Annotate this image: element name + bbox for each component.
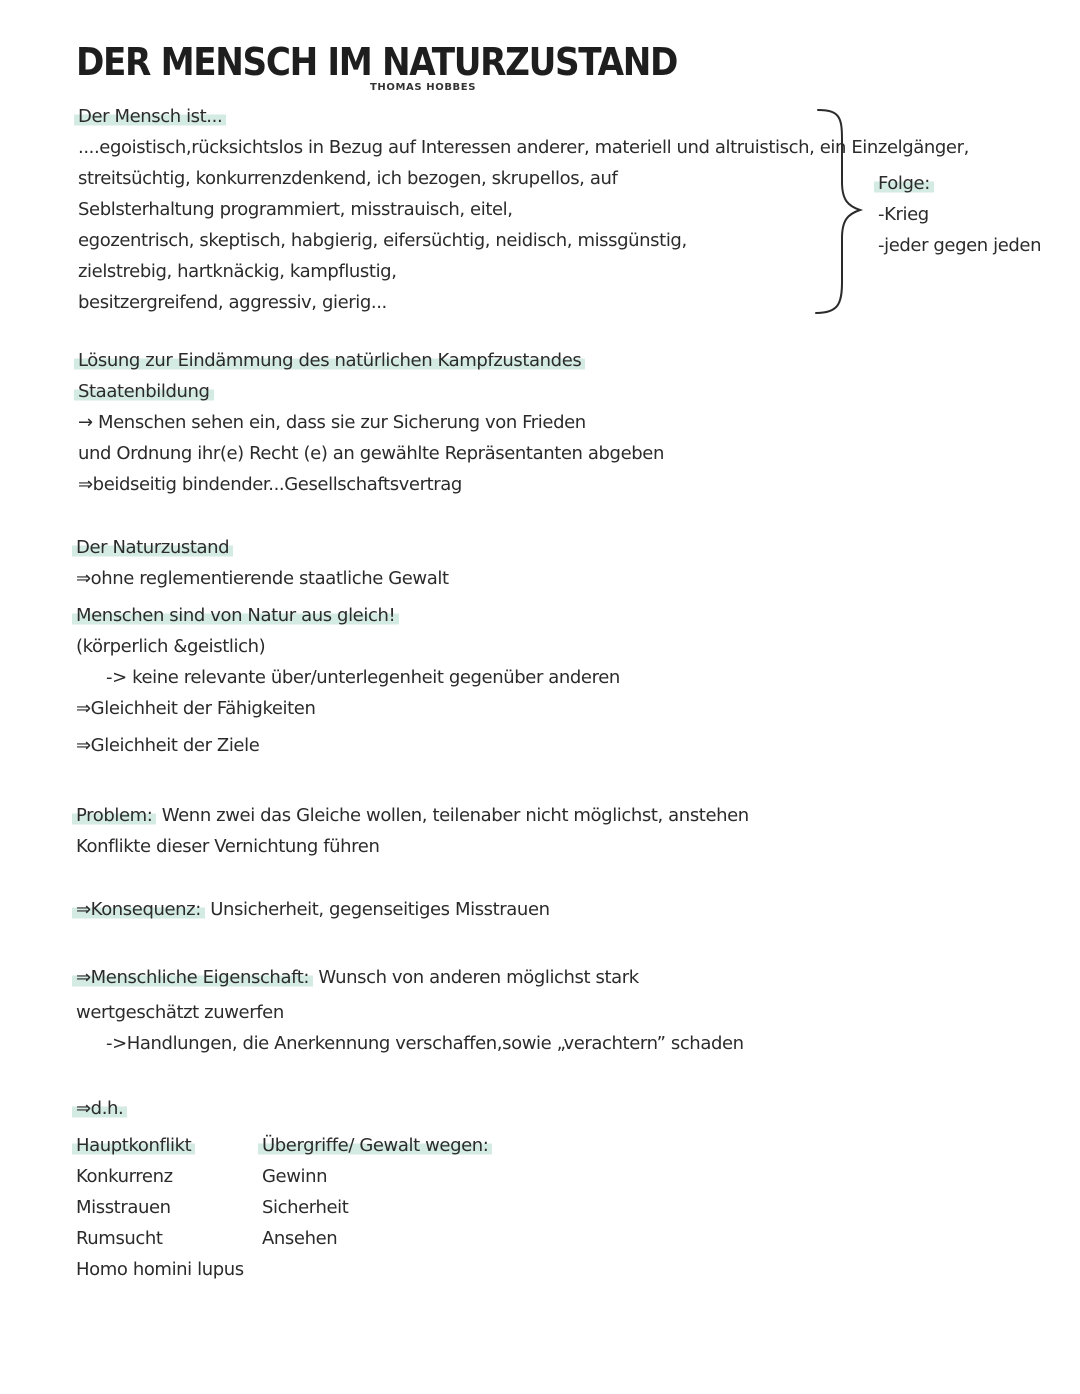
text-line: -> keine relevante über/unterlegenheit gegenüber anderen bbox=[106, 667, 620, 688]
list-item: Konkurrenz bbox=[76, 1166, 173, 1187]
consequence-text: Unsicherheit, gegenseitiges Misstrauen bbox=[204, 899, 550, 920]
section-heading: Der Mensch ist... bbox=[74, 106, 226, 127]
section-heading: Der Naturzustand bbox=[72, 537, 233, 558]
text-line: Konflikte dieser Vernichtung führen bbox=[76, 836, 380, 857]
consequence-label: Folge: bbox=[874, 173, 934, 194]
consequence-heading: ⇒Konsequenz: bbox=[72, 899, 205, 920]
page-title: DER MENSCH IM NATURZUSTAND bbox=[76, 40, 678, 84]
text-line: egozentrisch, skeptisch, habgierig, eifersüchtig, neidisch, missgünstig, bbox=[78, 230, 687, 251]
list-item: Ansehen bbox=[262, 1228, 338, 1249]
consequence-item: -jeder gegen jeden bbox=[878, 235, 1042, 256]
equality-statement: Menschen sind von Natur aus gleich! bbox=[72, 605, 399, 626]
text-line: ->Handlungen, die Anerkennung verschaffen,sowie „verachtern” schaden bbox=[106, 1033, 744, 1054]
consequence-box bbox=[878, 168, 1041, 261]
section-problem bbox=[76, 800, 749, 862]
list-item: Sicherheit bbox=[262, 1197, 349, 1218]
violence-column bbox=[262, 1130, 492, 1254]
trait-heading: ⇒Menschliche Eigenschaft: bbox=[72, 967, 313, 988]
trait-text: Wunsch von anderen möglichst stark bbox=[313, 967, 639, 988]
text-line: → Menschen sehen ein, dass sie zur Sicherung von Frieden bbox=[78, 412, 586, 433]
section-dh bbox=[76, 1093, 127, 1124]
section-human-trait bbox=[76, 962, 744, 1059]
text-line: (körperlich &geistlich) bbox=[76, 636, 266, 657]
section-consequence bbox=[76, 894, 550, 925]
column-header: Übergriffe/ Gewalt wegen: bbox=[258, 1135, 492, 1156]
text-line: ⇒Gleichheit der Fähigkeiten bbox=[76, 698, 316, 719]
section-solution bbox=[78, 345, 664, 500]
consequence-item: -Krieg bbox=[878, 204, 929, 225]
text-line: wertgeschätzt zuwerfen bbox=[76, 1002, 284, 1023]
list-item: Rumsucht bbox=[76, 1228, 163, 1249]
list-item: Homo homini lupus bbox=[76, 1259, 244, 1280]
author-label: THOMAS HOBBES bbox=[370, 82, 477, 93]
conflict-column bbox=[76, 1130, 244, 1285]
text-line: und Ordnung ihr(e) Recht (e) an gewählte Repräsentanten abgeben bbox=[78, 443, 664, 464]
text-line: ⇒beidseitig bindender...Gesellschaftsvertrag bbox=[78, 474, 462, 495]
section-subheading: Staatenbildung bbox=[74, 381, 214, 402]
text-line: zielstrebig, hartknäckig, kampflustig, bbox=[78, 261, 397, 282]
section-natural-state bbox=[76, 532, 620, 761]
text-line: Seblsterhaltung programmiert, misstrauisch, eitel, bbox=[78, 199, 513, 220]
text-line: besitzergreifend, aggressiv, gierig... bbox=[78, 292, 387, 313]
section-heading: Lösung zur Eindämmung des natürlichen Kampfzustandes bbox=[74, 350, 585, 371]
dh-label: ⇒d.h. bbox=[72, 1098, 127, 1119]
list-item: Gewinn bbox=[262, 1166, 328, 1187]
problem-text: Wenn zwei das Gleiche wollen, teilenaber nicht möglichst, anstehen bbox=[156, 805, 749, 826]
text-line: ⇒Gleichheit der Ziele bbox=[76, 735, 260, 756]
column-header: Hauptkonflikt bbox=[72, 1135, 195, 1156]
text-line: ⇒ohne reglementierende staatliche Gewalt bbox=[76, 568, 449, 589]
problem-label: Problem: bbox=[72, 805, 156, 826]
text-line: streitsüchtig, konkurrenzdenkend, ich bezogen, skrupellos, auf bbox=[78, 168, 618, 189]
text-line: ....egoistisch,rücksichtslos in Bezug auf Interessen anderer, materiell und altruistisch, ein Einzelgänger, bbox=[78, 137, 969, 158]
list-item: Misstrauen bbox=[76, 1197, 171, 1218]
